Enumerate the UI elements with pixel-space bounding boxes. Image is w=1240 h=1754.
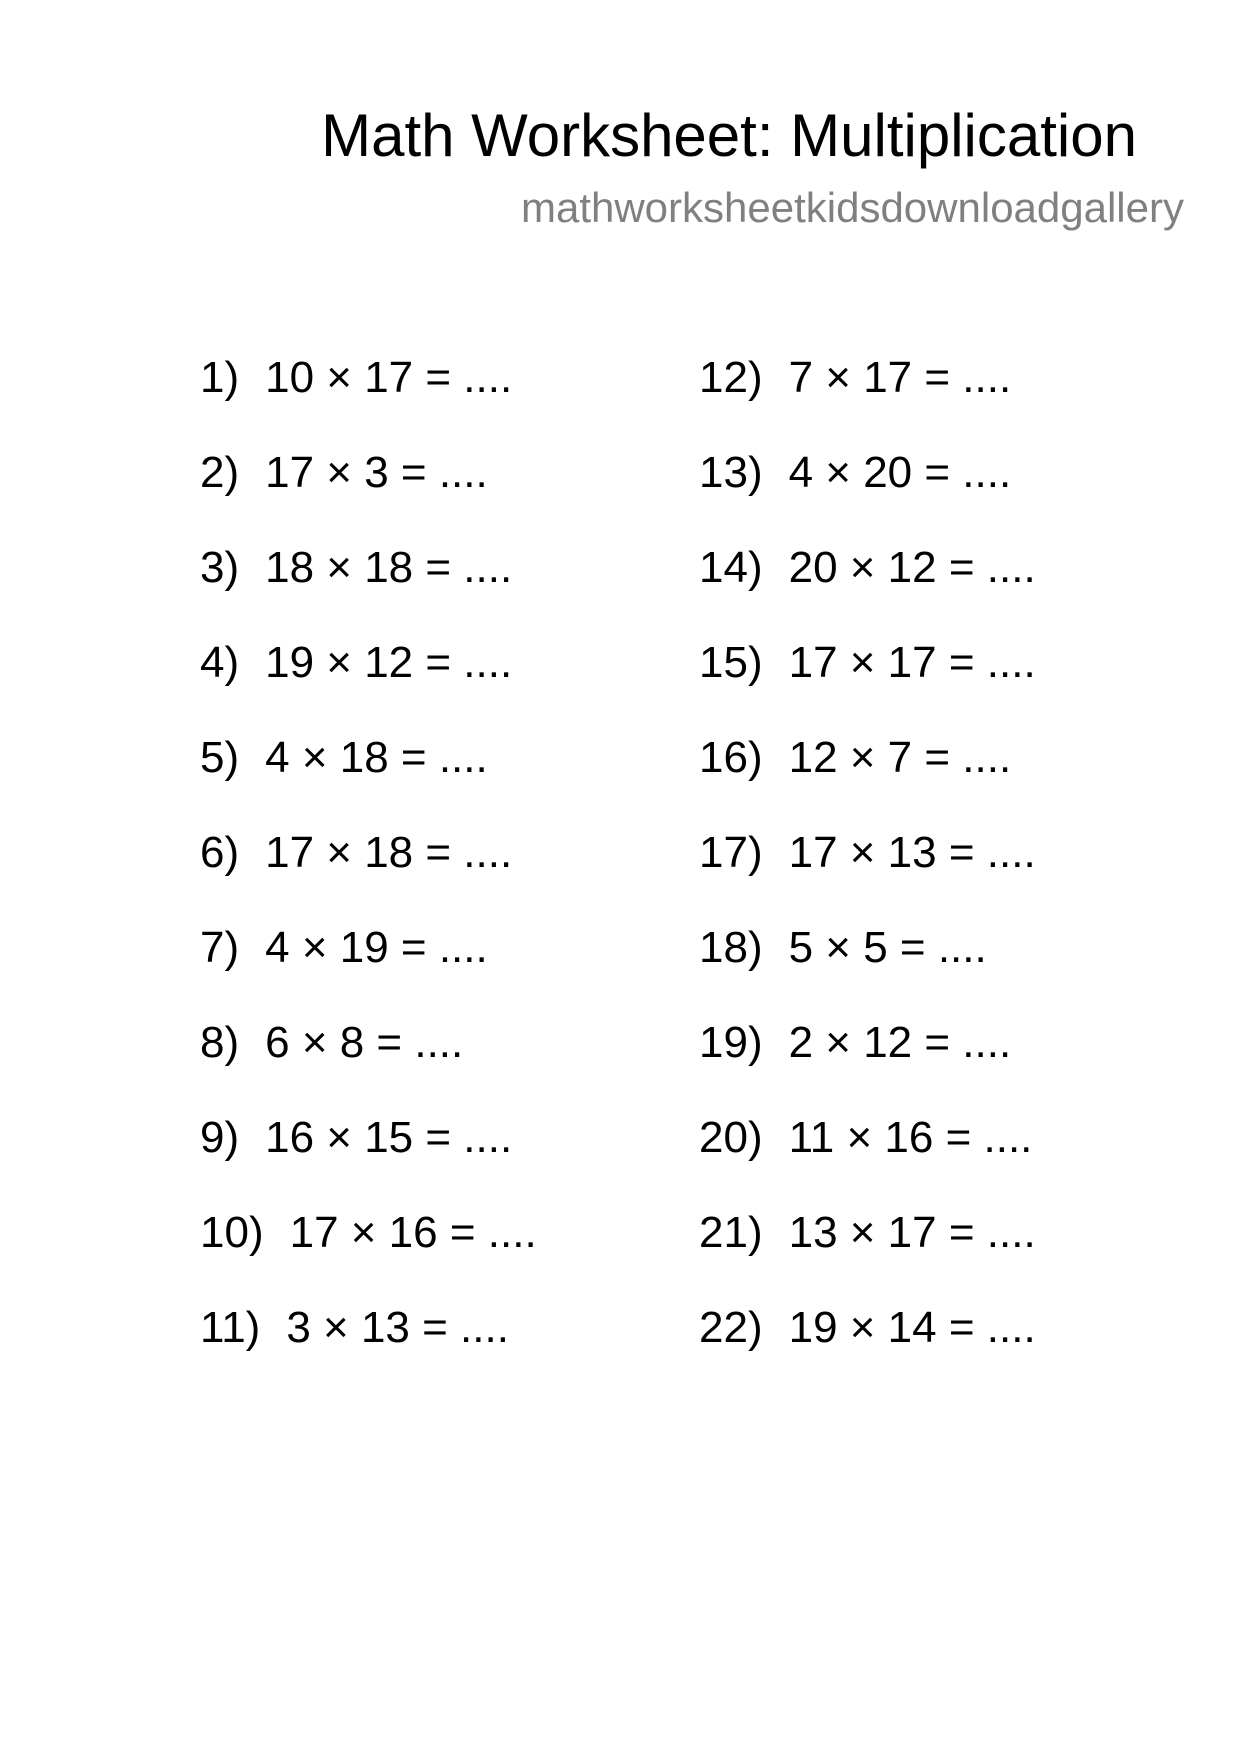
problem-item	[699, 918, 1036, 1013]
problem-number: 2)	[200, 448, 240, 497]
problem-number: 9)	[200, 1113, 240, 1162]
problem-number: 7)	[200, 923, 240, 972]
problem-number: 11)	[200, 1303, 261, 1352]
problem-item	[699, 633, 1036, 728]
problem-expression: 4 × 20 = ....	[788, 448, 1012, 497]
problem-item	[200, 443, 537, 538]
problem-number: 14)	[699, 543, 763, 592]
problem-list-right	[699, 348, 1036, 1393]
problem-item	[699, 443, 1036, 538]
problem-expression: 4 × 18 = ....	[265, 733, 488, 782]
problem-number: 18)	[699, 923, 763, 972]
problem-number: 8)	[200, 1018, 240, 1067]
problem-number: 13)	[699, 448, 763, 497]
problem-number: 1)	[200, 353, 240, 402]
problem-item	[699, 348, 1036, 443]
problem-number: 21)	[699, 1208, 763, 1257]
problem-item	[200, 728, 537, 823]
problem-expression: 17 × 17 = ....	[788, 638, 1036, 687]
problem-list-left	[200, 348, 537, 1393]
problem-item	[200, 1013, 537, 1108]
problem-expression: 20 × 12 = ....	[788, 543, 1036, 592]
problem-expression: 17 × 13 = ....	[788, 828, 1036, 877]
problem-number: 22)	[699, 1303, 763, 1352]
problem-item	[699, 1203, 1036, 1298]
problem-number: 20)	[699, 1113, 763, 1162]
problem-item	[200, 1203, 537, 1298]
page-title: Math Worksheet: Multiplication	[321, 102, 1137, 169]
problem-item	[200, 823, 537, 918]
problem-number: 12)	[699, 353, 763, 402]
problem-expression: 18 × 18 = ....	[265, 543, 513, 592]
problem-number: 19)	[699, 1018, 763, 1067]
problem-expression: 19 × 12 = ....	[265, 638, 513, 687]
problem-number: 4)	[200, 638, 240, 687]
problem-expression: 10 × 17 = ....	[265, 353, 513, 402]
problem-expression: 4 × 19 = ....	[265, 923, 488, 972]
problem-expression: 5 × 5 = ....	[788, 923, 987, 972]
problem-expression: 7 × 17 = ....	[788, 353, 1012, 402]
problem-expression: 16 × 15 = ....	[265, 1113, 513, 1162]
problem-number: 16)	[699, 733, 763, 782]
problem-item	[200, 538, 537, 633]
problem-item	[200, 1298, 537, 1393]
problem-number: 6)	[200, 828, 240, 877]
problem-item	[200, 348, 537, 443]
problem-item	[200, 633, 537, 728]
problem-item	[200, 1108, 537, 1203]
page-subtitle: mathworksheetkidsdownloadgallery	[520, 184, 1184, 231]
problem-item	[699, 538, 1036, 633]
problem-item	[699, 728, 1036, 823]
problem-number: 17)	[699, 828, 763, 877]
problem-expression: 13 × 17 = ....	[788, 1208, 1036, 1257]
problem-number: 10)	[200, 1208, 264, 1257]
problem-expression: 17 × 3 = ....	[265, 448, 488, 497]
problem-expression: 6 × 8 = ....	[265, 1018, 464, 1067]
problem-item	[699, 823, 1036, 918]
problem-item	[200, 918, 537, 1013]
problem-expression: 11 × 16 = ....	[788, 1113, 1033, 1162]
problem-number: 3)	[200, 543, 240, 592]
problem-expression: 3 × 13 = ....	[286, 1303, 509, 1352]
problem-item	[699, 1108, 1036, 1203]
problem-expression: 2 × 12 = ....	[788, 1018, 1012, 1067]
problem-expression: 19 × 14 = ....	[788, 1303, 1036, 1352]
problem-expression: 12 × 7 = ....	[788, 733, 1012, 782]
problem-item	[699, 1298, 1036, 1393]
problem-item	[699, 1013, 1036, 1108]
problem-number: 15)	[699, 638, 763, 687]
problem-expression: 17 × 16 = ....	[289, 1208, 537, 1257]
problem-expression: 17 × 18 = ....	[265, 828, 513, 877]
problem-number: 5)	[200, 733, 240, 782]
